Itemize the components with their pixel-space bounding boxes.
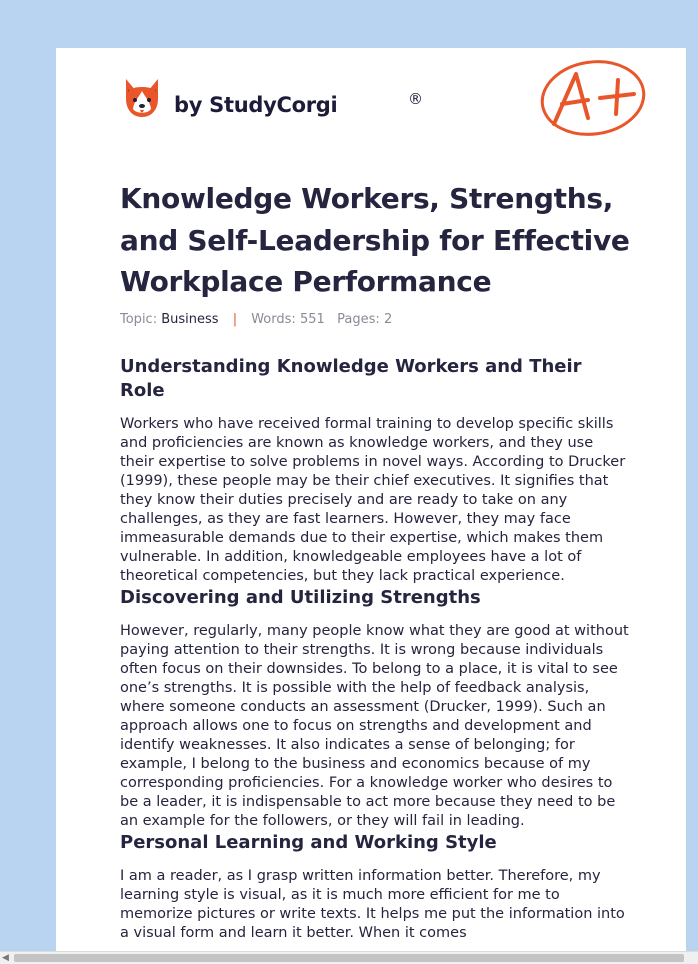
section-paragraph: Workers who have received formal training to develop specific skills and proficiencies are known as knowledge workers, and they use their expertise to solve problems in novel ways. According to Drucker (1999), these people may be their chief executives. It signifies that they know their duties precisely and are ready to take on any challenges, as they are fast learners. However, they may face immeasurable demands due to their expertise, which makes them vulnerable. In addition, knowledgeable employees have a lot of theoretical competencies, but they lack practical experience. bbox=[120, 416, 626, 584]
section-heading: Understanding Knowledge Workers and Their Role bbox=[120, 356, 582, 401]
section-paragraph: However, regularly, many people know what they are good at without paying attention to their strengths. It is wrong because individuals often focus on their downsides. To belong to a place, it is vital to see one’s strengths. It is possible with the help of feedback analysis, where someone conducts an assessment (Drucker, 1999). Such an approach allows one to focus on strengths and development and identify weaknesses. It also indicates a sense of belonging; for example, I belong to the business and economics because of my corresponding proficiencies. For a knowledge worker who desires to be a leader, it is indispensable to act more because they need to be an example for the followers, or they will fail in leading. bbox=[120, 623, 629, 829]
pages-count: 2 bbox=[383, 312, 393, 327]
meta-separator: | bbox=[232, 312, 238, 327]
scroll-left-arrow-icon[interactable]: ◀ bbox=[2, 953, 9, 963]
document-content bbox=[120, 355, 630, 943]
section-heading: Personal Learning and Working Style bbox=[120, 832, 497, 853]
scrollbar-thumb[interactable] bbox=[14, 954, 684, 962]
studycorgi-logo[interactable] bbox=[122, 76, 423, 122]
topic-label: Topic: bbox=[120, 312, 158, 327]
corgi-logo-icon bbox=[122, 77, 162, 121]
topic-link[interactable]: Business bbox=[161, 312, 219, 327]
section-heading: Discovering and Utilizing Strengths bbox=[120, 587, 481, 608]
document-page bbox=[56, 48, 686, 964]
document-meta bbox=[120, 312, 392, 327]
words-label: Words: bbox=[251, 312, 296, 327]
pages-label: Pages: bbox=[337, 312, 380, 327]
horizontal-scrollbar[interactable] bbox=[0, 951, 698, 964]
document-title: Knowledge Workers, Strengths, and Self-Leadership for Effective Workplace Performance bbox=[120, 182, 630, 298]
a-plus-grade-icon bbox=[538, 58, 648, 140]
registered-mark: ® bbox=[408, 90, 423, 108]
words-count: 551 bbox=[299, 312, 325, 327]
section-paragraph: I am a reader, as I grasp written information better. Therefore, my learning style is visual, as it is much more efficient for me to memorize pictures or write texts. It helps me put the information into a visual form and learn it better. When it comes bbox=[120, 868, 625, 941]
brand-name: by StudyCorgi bbox=[174, 93, 338, 117]
